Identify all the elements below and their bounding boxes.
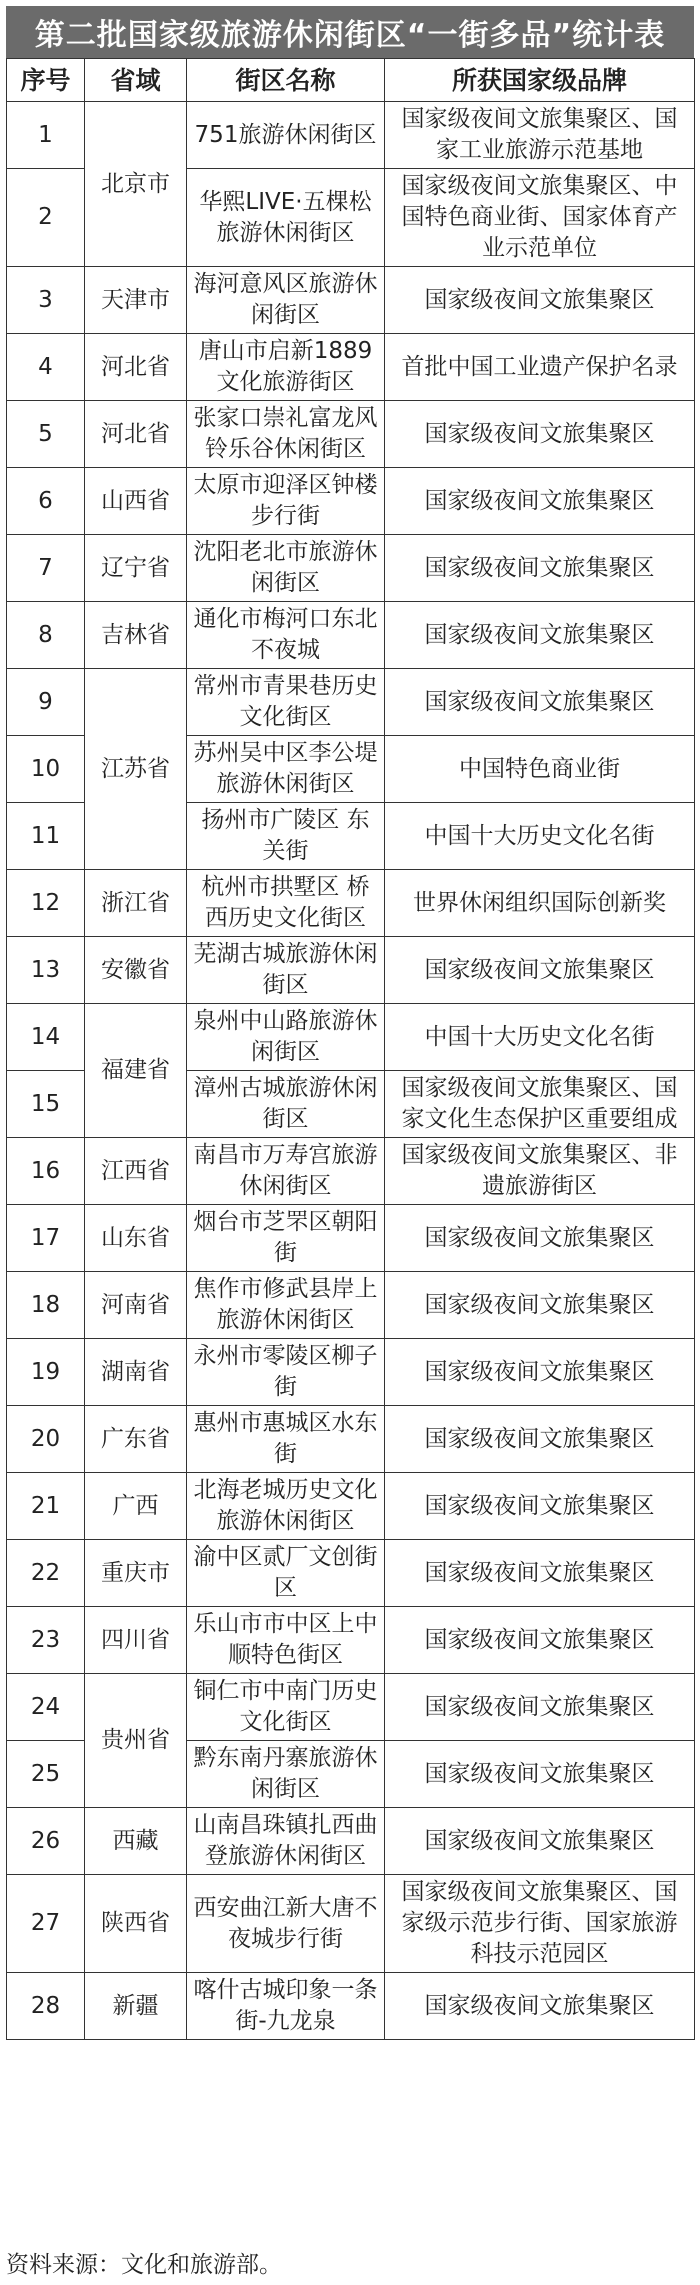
brand-cell: 国家级夜间文旅集聚区: [385, 1272, 695, 1339]
table-row: [7, 468, 695, 535]
brand-cell: 中国十大历史文化名街: [385, 1004, 695, 1071]
row-number: 19: [7, 1339, 85, 1406]
row-number: 11: [7, 803, 85, 870]
row-number: 16: [7, 1138, 85, 1205]
block-name-cell: 漳州古城旅游休闲街区: [187, 1071, 385, 1138]
brand-cell: 中国特色商业街: [385, 736, 695, 803]
province-cell: 重庆市: [85, 1540, 187, 1607]
block-name-cell: 焦作市修武县岸上旅游休闲街区: [187, 1272, 385, 1339]
row-number: 7: [7, 535, 85, 602]
row-number: 18: [7, 1272, 85, 1339]
block-name-cell: 杭州市拱墅区 桥西历史文化街区: [187, 870, 385, 937]
province-cell: 河北省: [85, 401, 187, 468]
province-cell: 河北省: [85, 334, 187, 401]
row-number: 15: [7, 1071, 85, 1138]
row-number: 21: [7, 1473, 85, 1540]
province-cell: 浙江省: [85, 870, 187, 937]
province-cell: 陕西省: [85, 1875, 187, 1973]
row-number: 3: [7, 267, 85, 334]
block-name-cell: 通化市梅河口东北不夜城: [187, 602, 385, 669]
block-name-cell: 751旅游休闲街区: [187, 102, 385, 169]
brand-cell: 国家级夜间文旅集聚区: [385, 1473, 695, 1540]
province-cell: 广西: [85, 1473, 187, 1540]
row-number: 9: [7, 669, 85, 736]
block-name-cell: 渝中区贰厂文创街区: [187, 1540, 385, 1607]
row-number: 2: [7, 169, 85, 267]
block-name-cell: 海河意风区旅游休闲街区: [187, 267, 385, 334]
province-cell: 新疆: [85, 1973, 187, 2040]
brand-cell: 国家级夜间文旅集聚区、国家级示范步行街、国家旅游科技示范园区: [385, 1875, 695, 1973]
province-cell: 辽宁省: [85, 535, 187, 602]
province-cell: 西藏: [85, 1808, 187, 1875]
province-cell: 山东省: [85, 1205, 187, 1272]
row-number: 20: [7, 1406, 85, 1473]
row-number: 4: [7, 334, 85, 401]
province-cell: 山西省: [85, 468, 187, 535]
table-row: [7, 1205, 695, 1272]
brand-cell: 国家级夜间文旅集聚区: [385, 1339, 695, 1406]
table-row: [7, 870, 695, 937]
block-name-cell: 华熙LIVE·五棵松旅游休闲街区: [187, 169, 385, 267]
brand-cell: 首批中国工业遗产保护名录: [385, 334, 695, 401]
block-name-cell: 永州市零陵区柳子街: [187, 1339, 385, 1406]
brand-cell: 国家级夜间文旅集聚区: [385, 937, 695, 1004]
province-cell: 湖南省: [85, 1339, 187, 1406]
table-row: [7, 1138, 695, 1205]
statistics-table: [6, 58, 695, 2040]
table-body: [7, 102, 695, 2040]
province-cell: 安徽省: [85, 937, 187, 1004]
province-cell: 天津市: [85, 267, 187, 334]
block-name-cell: 铜仁市中南门历史文化街区: [187, 1674, 385, 1741]
brand-cell: 国家级夜间文旅集聚区: [385, 1406, 695, 1473]
brand-cell: 国家级夜间文旅集聚区: [385, 1973, 695, 2040]
header-no: 序号: [7, 59, 85, 102]
row-number: 1: [7, 102, 85, 169]
row-number: 5: [7, 401, 85, 468]
row-number: 12: [7, 870, 85, 937]
block-name-cell: 北海老城历史文化旅游休闲街区: [187, 1473, 385, 1540]
block-name-cell: 沈阳老北市旅游休闲街区: [187, 535, 385, 602]
brand-cell: 国家级夜间文旅集聚区: [385, 1205, 695, 1272]
brand-cell: 国家级夜间文旅集聚区: [385, 1607, 695, 1674]
row-number: 17: [7, 1205, 85, 1272]
block-name-cell: 烟台市芝罘区朝阳街: [187, 1205, 385, 1272]
block-name-cell: 芜湖古城旅游休闲街区: [187, 937, 385, 1004]
row-number: 27: [7, 1875, 85, 1973]
header-province: 省域: [85, 59, 187, 102]
block-name-cell: 惠州市惠城区水东街: [187, 1406, 385, 1473]
brand-cell: 国家级夜间文旅集聚区: [385, 1674, 695, 1741]
province-cell: 江苏省: [85, 669, 187, 870]
province-cell: 江西省: [85, 1138, 187, 1205]
brand-cell: 国家级夜间文旅集聚区、中国特色商业街、国家体育产业示范单位: [385, 169, 695, 267]
table-row: [7, 1973, 695, 2040]
brand-cell: 国家级夜间文旅集聚区、国家文化生态保护区重要组成: [385, 1071, 695, 1138]
brand-cell: 国家级夜间文旅集聚区: [385, 1808, 695, 1875]
table-row: [7, 1339, 695, 1406]
table-row: [7, 1473, 695, 1540]
row-number: 13: [7, 937, 85, 1004]
table-row: [7, 602, 695, 669]
brand-cell: 世界休闲组织国际创新奖: [385, 870, 695, 937]
brand-cell: 国家级夜间文旅集聚区: [385, 1741, 695, 1808]
block-name-cell: 苏州吴中区李公堤旅游休闲街区: [187, 736, 385, 803]
table-row: [7, 1808, 695, 1875]
block-name-cell: 常州市青果巷历史文化街区: [187, 669, 385, 736]
brand-cell: 国家级夜间文旅集聚区: [385, 401, 695, 468]
row-number: 28: [7, 1973, 85, 2040]
row-number: 23: [7, 1607, 85, 1674]
row-number: 22: [7, 1540, 85, 1607]
brand-cell: 国家级夜间文旅集聚区、国家工业旅游示范基地: [385, 102, 695, 169]
header-block-name: 街区名称: [187, 59, 385, 102]
table-row: [7, 1272, 695, 1339]
table-row: [7, 1540, 695, 1607]
table-row: [7, 1406, 695, 1473]
brand-cell: 国家级夜间文旅集聚区: [385, 267, 695, 334]
province-cell: 北京市: [85, 102, 187, 267]
table-row: [7, 102, 695, 169]
brand-cell: 国家级夜间文旅集聚区、非遗旅游街区: [385, 1138, 695, 1205]
block-name-cell: 太原市迎泽区钟楼步行街: [187, 468, 385, 535]
block-name-cell: 扬州市广陵区 东关街: [187, 803, 385, 870]
province-cell: 广东省: [85, 1406, 187, 1473]
row-number: 26: [7, 1808, 85, 1875]
table-row: [7, 1875, 695, 1973]
row-number: 6: [7, 468, 85, 535]
table-row: [7, 401, 695, 468]
block-name-cell: 西安曲江新大唐不夜城步行街: [187, 1875, 385, 1973]
table-row: [7, 535, 695, 602]
block-name-cell: 山南昌珠镇扎西曲登旅游休闲街区: [187, 1808, 385, 1875]
table-row: [7, 267, 695, 334]
row-number: 8: [7, 602, 85, 669]
row-number: 25: [7, 1741, 85, 1808]
table-row: [7, 334, 695, 401]
brand-cell: 国家级夜间文旅集聚区: [385, 468, 695, 535]
header-row: [7, 59, 695, 102]
table-row: [7, 937, 695, 1004]
table-row: [7, 669, 695, 736]
province-cell: 吉林省: [85, 602, 187, 669]
row-number: 24: [7, 1674, 85, 1741]
block-name-cell: 张家口崇礼富龙风铃乐谷休闲街区: [187, 401, 385, 468]
row-number: 10: [7, 736, 85, 803]
block-name-cell: 唐山市启新1889文化旅游街区: [187, 334, 385, 401]
block-name-cell: 黔东南丹寨旅游休闲街区: [187, 1741, 385, 1808]
brand-cell: 国家级夜间文旅集聚区: [385, 602, 695, 669]
brand-cell: 国家级夜间文旅集聚区: [385, 535, 695, 602]
province-cell: 福建省: [85, 1004, 187, 1138]
block-name-cell: 乐山市市中区上中顺特色街区: [187, 1607, 385, 1674]
table-title: 第二批国家级旅游休闲街区“一街多品”统计表: [6, 6, 694, 58]
block-name-cell: 泉州中山路旅游休闲街区: [187, 1004, 385, 1071]
block-name-cell: 喀什古城印象一条街-九龙泉: [187, 1973, 385, 2040]
brand-cell: 中国十大历史文化名街: [385, 803, 695, 870]
block-name-cell: 南昌市万寿宫旅游休闲街区: [187, 1138, 385, 1205]
table-row: [7, 1004, 695, 1071]
province-cell: 贵州省: [85, 1674, 187, 1808]
table-row: [7, 1607, 695, 1674]
row-number: 14: [7, 1004, 85, 1071]
province-cell: 四川省: [85, 1607, 187, 1674]
brand-cell: 国家级夜间文旅集聚区: [385, 669, 695, 736]
table-row: [7, 1674, 695, 1741]
brand-cell: 国家级夜间文旅集聚区: [385, 1540, 695, 1607]
header-brand: 所获国家级品牌: [385, 59, 695, 102]
province-cell: 河南省: [85, 1272, 187, 1339]
source-note: 资料来源：文化和旅游部。: [6, 2252, 282, 2278]
